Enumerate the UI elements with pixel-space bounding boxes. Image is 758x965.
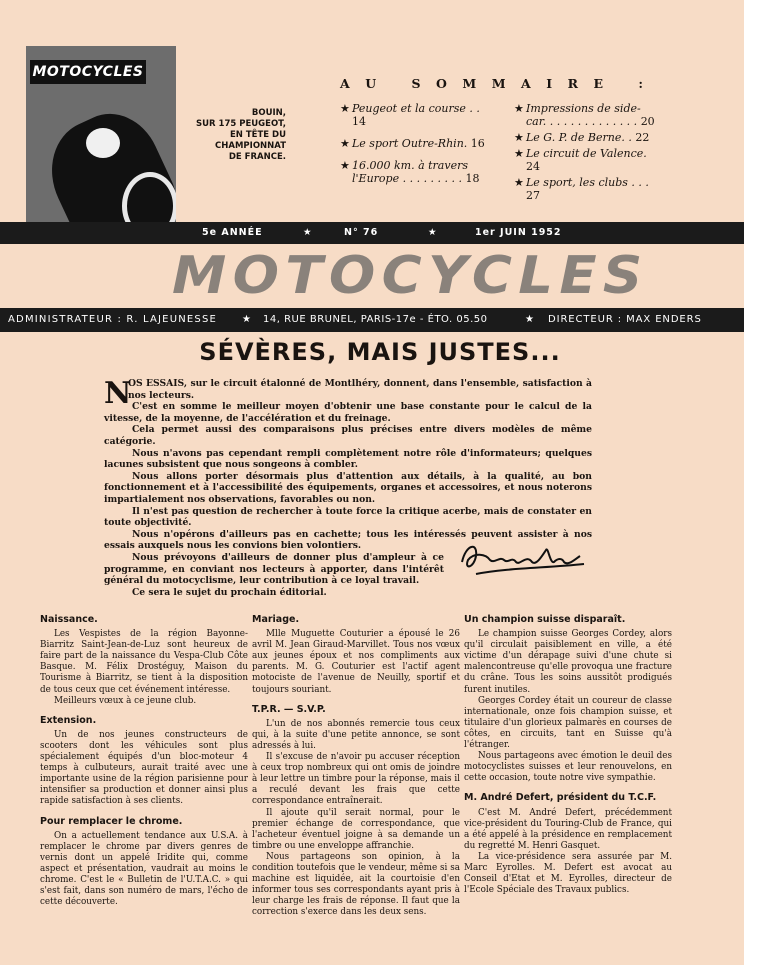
star-icon: ★ (514, 176, 524, 189)
star-icon: ★ (340, 159, 350, 172)
toc-left-column (340, 102, 486, 194)
director: DIRECTEUR : MAX ENDERS (548, 314, 702, 325)
band-dot: ★ (525, 314, 536, 325)
news-paragraph: Il s'excuse de n'avoir pu accuser réception à ceux trop nombreux qui ont omis de joindre à leur lettre un timbre pour la réponse, mais il a reculé devant les frais que cette correspondance entraînerait. (252, 752, 460, 807)
toc-item[interactable] (514, 102, 658, 128)
toc-page: 22 (635, 131, 650, 144)
toc-item[interactable] (514, 131, 658, 144)
news-heading: Pour remplacer le chrome. (40, 815, 183, 827)
band-dot: ★ (428, 227, 438, 238)
toc-item[interactable] (340, 137, 486, 150)
toc-page: 27 (526, 189, 540, 202)
news-paragraph: L'un de nos abonnés remercie tous ceux qui, à la suite d'une petite annonce, se sont adressés à lui. (252, 718, 460, 751)
news-paragraph: La vice-présidence sera assurée par M. Marc Eyrolles. M. Defert est avocat au Conseil d'Etat et M. Eyrolles, directeur de l'Ecole Spéciale des Travaux publics. (464, 851, 672, 896)
star-icon: ★ (340, 102, 350, 115)
caption-line: CHAMPIONNAT (215, 141, 286, 151)
toc-item[interactable] (514, 176, 658, 202)
editorial-paragraph: Ce sera le sujet du prochain éditorial. (132, 586, 327, 598)
editorial-headline: SÉVÈRES, MAIS JUSTES... (199, 338, 561, 366)
toc-page: 24 (526, 160, 540, 173)
toc-page: 14 (352, 115, 366, 128)
toc-page: 20 (640, 115, 655, 128)
caption-line: BOUIN, (251, 108, 286, 118)
news-paragraph: Nous partageons son opinion, à la condition toutefois que le vendeur, même si sa machine est liquidée, ait la courtoisie d'en informer tous ses correspondants ayant pris à leur charge les frais de réponse. Il faut que la correction s'exerce dans les deux sens. (252, 851, 460, 918)
news-paragraph: Mlle Muguette Couturier a épousé le 26 avril M. Jean Giraud-Marvillet. Tous nos vœux aux jeunes époux et nos compliments aux parents. M. G. Couturier est l'actif agent motociste de l'avenue de Neuilly, sportif et toujours souriant. (252, 629, 460, 695)
news-column-2 (252, 614, 460, 926)
administrator: ADMINISTRATEUR : R. LAJEUNESSE (8, 314, 218, 325)
photo-caption (190, 108, 286, 163)
issue-date: 1er JUIN 1952 (475, 227, 562, 238)
news-paragraph: Les Vespistes de la région Bayonne-Biarritz Saint-Jean-de-Luz sont heureux de faire part de la naissance du Vespa-Club Côte Basque. M. Félix Drostéguy, Maison du Tourisme à Biarritz, se tient à la disposition de tous ceux que cet événement intéresse. (40, 629, 248, 695)
star-icon: ★ (340, 137, 350, 150)
news-item (252, 704, 460, 919)
editorial-paragraph: Nous n'avons pas cependant rempli complètement notre rôle d'informateurs; quelques lacunes subsistent que nous songeons à combler. (104, 447, 592, 471)
star-icon: ★ (514, 147, 524, 160)
toc-title: Peugeot et la course . . (352, 102, 480, 115)
news-paragraph: Le champion suisse Georges Cordey, alors qu'il circulait paisiblement en ville, a été victime d'un dérapage suivi d'une chute si malencontreuse qu'elle provoqua une fracture du crâne. Tous les soins aussitôt prodigués furent inutiles. (464, 629, 672, 695)
news-item (464, 792, 672, 896)
news-item (40, 614, 248, 707)
star-icon: ★ (514, 131, 524, 144)
news-paragraph: Il ajoute qu'il serait normal, pour le premier échange de correspondance, que l'acheteur éventuel joigne à sa demande un timbre ou une enveloppe affranchie. (252, 807, 460, 851)
editorial-paragraph: C'est en somme le meilleur moyen d'obtenir une base constante pour le calcul de la vitesse, de la moyenne, de l'accélération et du freinage. (104, 401, 592, 424)
issue-band (0, 222, 758, 244)
editorial-paragraph: Nous allons porter désormais plus d'attention aux détails, à la qualité, au bon fonctionnement et à l'accessibilité des équipements, organes et accessoires, et nous noterons impartialement nos observations, favorables ou non. (104, 470, 592, 505)
news-item (40, 816, 248, 909)
news-item (252, 614, 460, 696)
toc-item[interactable] (340, 159, 486, 185)
admin-band (0, 308, 758, 332)
news-paragraph: Georges Cordey était un coureur de classe internationale, onze fois champion suisse, et titulaire d'un glorieux palmarès en courses de côtes, en circuits, tant en Suisse qu'à l'étranger. (464, 695, 672, 751)
toc-title: Le sport, les clubs . . . (526, 176, 649, 189)
issue-year: 5e ANNÉE (202, 227, 263, 238)
signature (456, 534, 588, 584)
news-heading: T.P.R. — S.V.P. (252, 703, 326, 715)
caption-line: EN TÊTE DU (229, 130, 286, 140)
address: 14, RUE BRUNEL, PARIS-17e - ÉTO. 05.50 (263, 314, 488, 325)
toc-right-column (514, 102, 658, 205)
editorial-paragraph: Il n'est pas question de rechercher à toute force la critique acerbe, mais de constater en toute objectivité. (104, 505, 592, 529)
toc-page: 16 (470, 137, 485, 150)
toc-item[interactable] (514, 147, 658, 173)
star-icon: ★ (514, 102, 524, 115)
news-paragraph: C'est M. André Defert, précédemment vice-président du Touring-Club de France, qui a été appelé à la présidence en remplacement du regretté M. Henri Gasquet. (464, 807, 672, 851)
small-logo: MOTOCYCLES (30, 60, 146, 84)
news-item (40, 715, 248, 808)
editorial-paragraph: Cela permet aussi des comparaisons plus précises entre divers modèles de même catégorie. (104, 424, 592, 447)
toc-title: Le sport Outre-Rhin. (352, 137, 468, 150)
toc-page: 18 (465, 172, 480, 185)
toc-title: 16.000 km. à travers l'Europe . . . . . . . . . (352, 159, 468, 185)
news-column-1 (40, 614, 248, 916)
toc-item[interactable] (340, 102, 486, 128)
cover-photo (26, 46, 176, 232)
drop-cap: N (104, 376, 132, 411)
news-column-3 (464, 614, 672, 904)
masthead-logo: MOTOCYCLES (172, 246, 649, 306)
photo-helmet (86, 128, 120, 158)
news-paragraph: Un de nos jeunes constructeurs de scooters dont les véhicules sont plus spécialement équipés d'un bloc-moteur 4 temps à culbuteurs, aurait traité avec une importante usine de la région parisienne pour intensifier sa production et donner ainsi plus rapide satisfaction à ses clients. (40, 729, 248, 807)
news-paragraph: Nous partageons avec émotion le deuil des motocyclistes suisses et leur renouvelons, en cette occasion, toute notre vive sympathie. (464, 751, 672, 784)
news-heading: Naissance. (40, 614, 98, 625)
caption-line: DE FRANCE. (228, 152, 286, 162)
caption-line: SUR 175 PEUGEOT, (196, 119, 286, 129)
news-heading: Extension. (40, 714, 97, 726)
editorial-paragraph: Nous n'opérons d'ailleurs pas en cachette; tous les intéressés peuvent assister à nos essais auxquels nous les convions bien volontiers. (104, 528, 592, 552)
news-heading: Un champion suisse disparaît. (464, 614, 626, 625)
band-dot: ★ (303, 227, 313, 238)
news-paragraph: On a actuellement tendance aux U.S.A. à remplacer le chrome par divers genres de vernis dont un appelé Iridite qui, comme aspect et présentation, vaudrait au moins le chrome. C'est le « Bulletin de l'U.T.A.C. » qui s'est fait, dans son numéro de mars, l'écho de cette découverte. (40, 830, 248, 908)
news-item (464, 614, 672, 784)
toc-title: Le circuit de Valence. (526, 147, 647, 160)
toc-title: Le G. P. de Berne. . (526, 131, 632, 144)
news-paragraph: Meilleurs vœux à ce jeune club. (54, 695, 197, 706)
toc-title: Impressions de side-car. . . . . . . . . . . . . . (526, 102, 641, 128)
band-dot: ★ (242, 314, 253, 325)
editorial-paragraph: Nous prévoyons d'ailleurs de donner plus d'ampleur à ce programme, en conviant nos lecteurs à apporter, dans l'intérêt général du motocyclisme, leur contribution à ce loyal travail. (104, 551, 444, 587)
issue-number: N° 76 (344, 227, 379, 238)
news-heading: Mariage. (252, 614, 300, 625)
news-heading: M. André Defert, président du T.C.F. (464, 792, 657, 804)
sommaire-title: AU SOMMAIRE : (340, 76, 659, 91)
editorial-paragraph: OS ESSAIS, sur le circuit étalonné de Montlhéry, donnent, dans l'ensemble, satisfaction à nos lecteurs. (128, 378, 592, 401)
